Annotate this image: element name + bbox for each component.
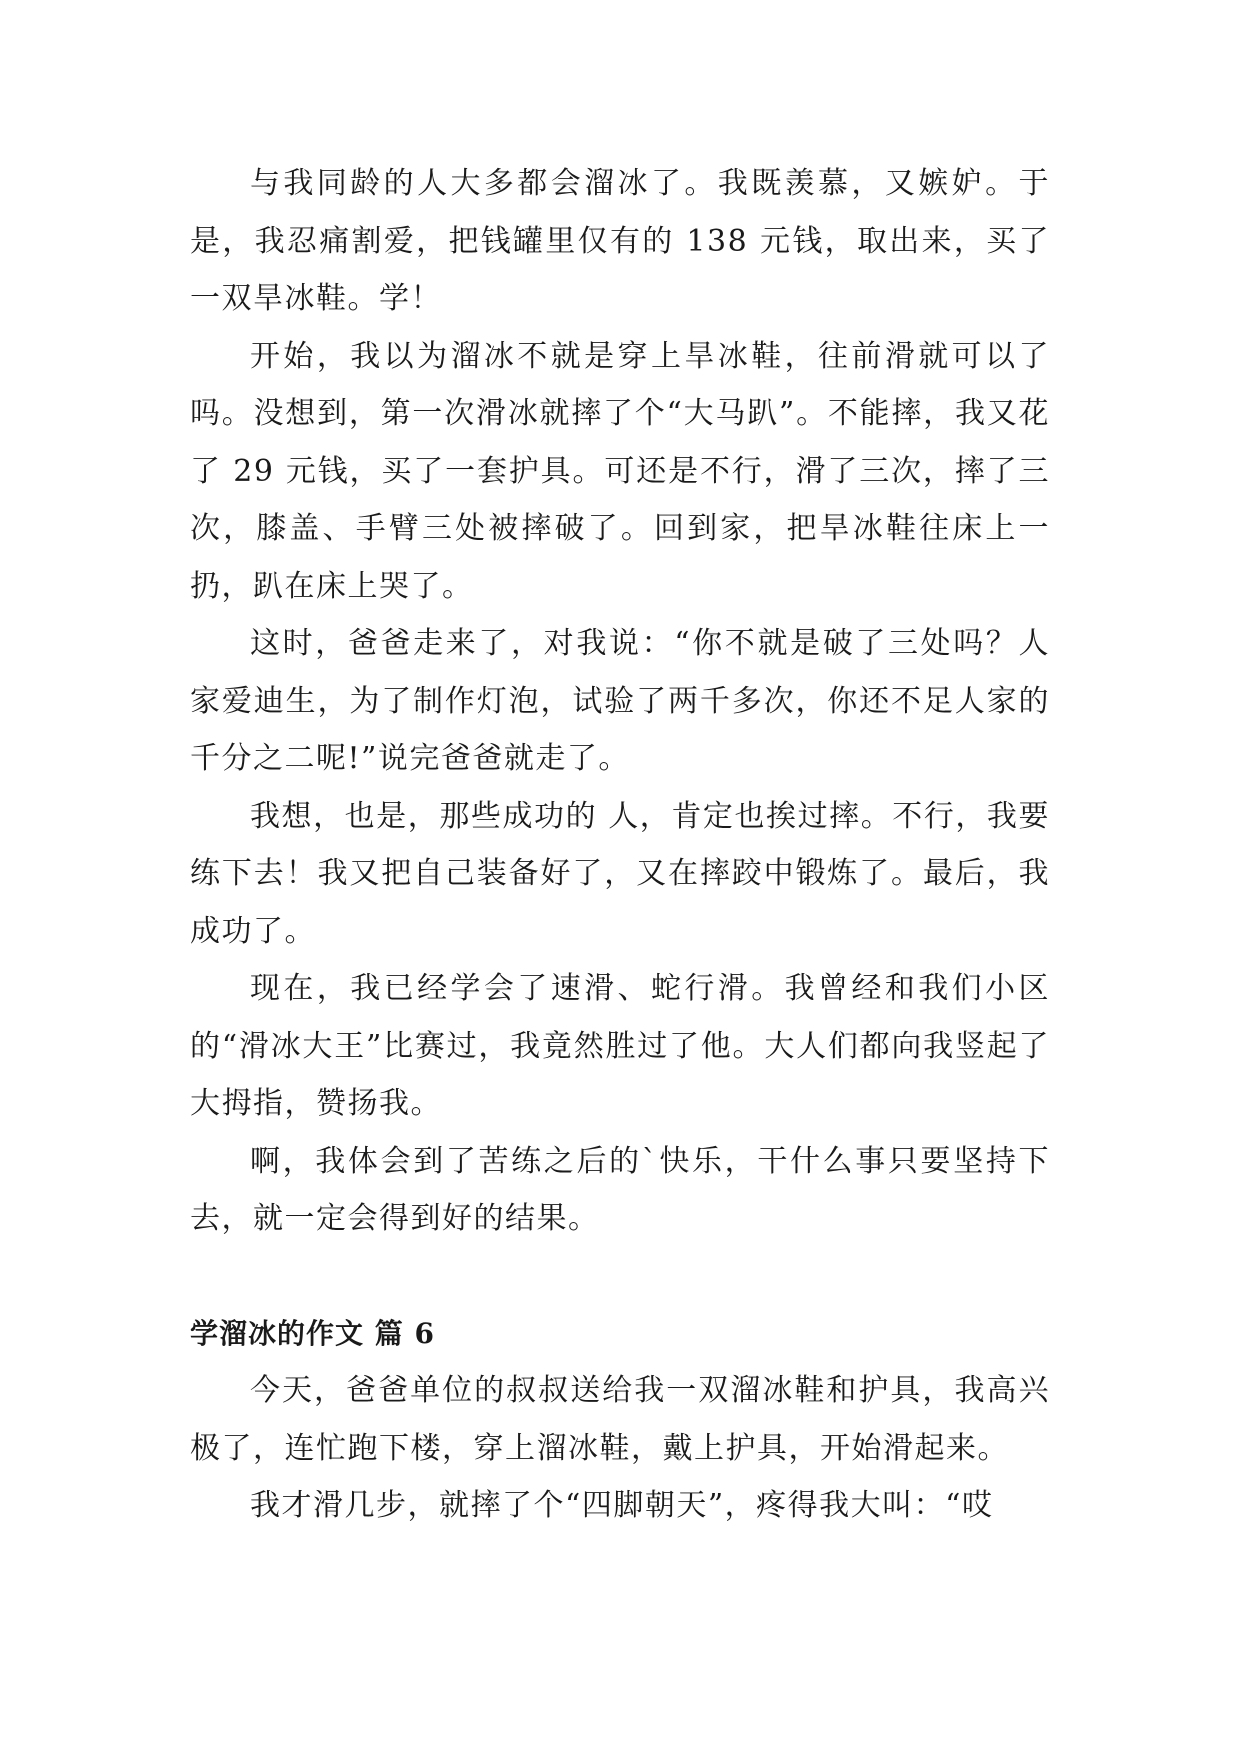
section-title: 学溜冰的作文 篇 6	[190, 1316, 435, 1350]
document-body	[190, 155, 1050, 1535]
paragraph: 啊，我体会到了苦练之后的`快乐，干什么事只要坚持下去，就一定会得到好的结果。	[190, 1143, 1050, 1236]
paragraph: 开始，我以为溜冰不就是穿上旱冰鞋，往前滑就可以了吗。没想到，第一次滑冰就摔了个“大马趴”。不能摔，我又花了 29 元钱，买了一套护具。可还是不行，滑了三次，摔了三次，膝盖、手臂三处被摔破了。回到家，把旱冰鞋往床上一扔，趴在床上哭了。	[190, 338, 1050, 604]
paragraph: 今天，爸爸单位的叔叔送给我一双溜冰鞋和护具，我高兴极了，连忙跑下楼，穿上溜冰鞋，戴上护具，开始滑起来。	[190, 1373, 1050, 1466]
paragraph: 与我同龄的人大多都会溜冰了。我既羡慕，又嫉妒。于是，我忍痛割爱，把钱罐里仅有的 138 元钱，取出来，买了一双旱冰鞋。学！	[190, 166, 1050, 316]
paragraph: 我想，也是，那些成功的 人，肯定也挨过摔。不行，我要练下去！我又把自己装备好了，又在摔跤中锻炼了。最后，我成功了。	[190, 798, 1050, 949]
paragraph: 这时，爸爸走来了，对我说：“你不就是破了三处吗？人家爱迪生，为了制作灯泡，试验了两千多次，你还不足人家的千分之二呢!”说完爸爸就走了。	[190, 626, 1050, 776]
paragraph: 我才滑几步，就摔了个“四脚朝天”，疼得我大叫：“哎	[250, 1488, 994, 1523]
paragraph: 现在，我已经学会了速滑、蛇行滑。我曾经和我们小区的“滑冰大王”比赛过，我竟然胜过了他。大人们都向我竖起了大拇指，赞扬我。	[190, 971, 1050, 1121]
